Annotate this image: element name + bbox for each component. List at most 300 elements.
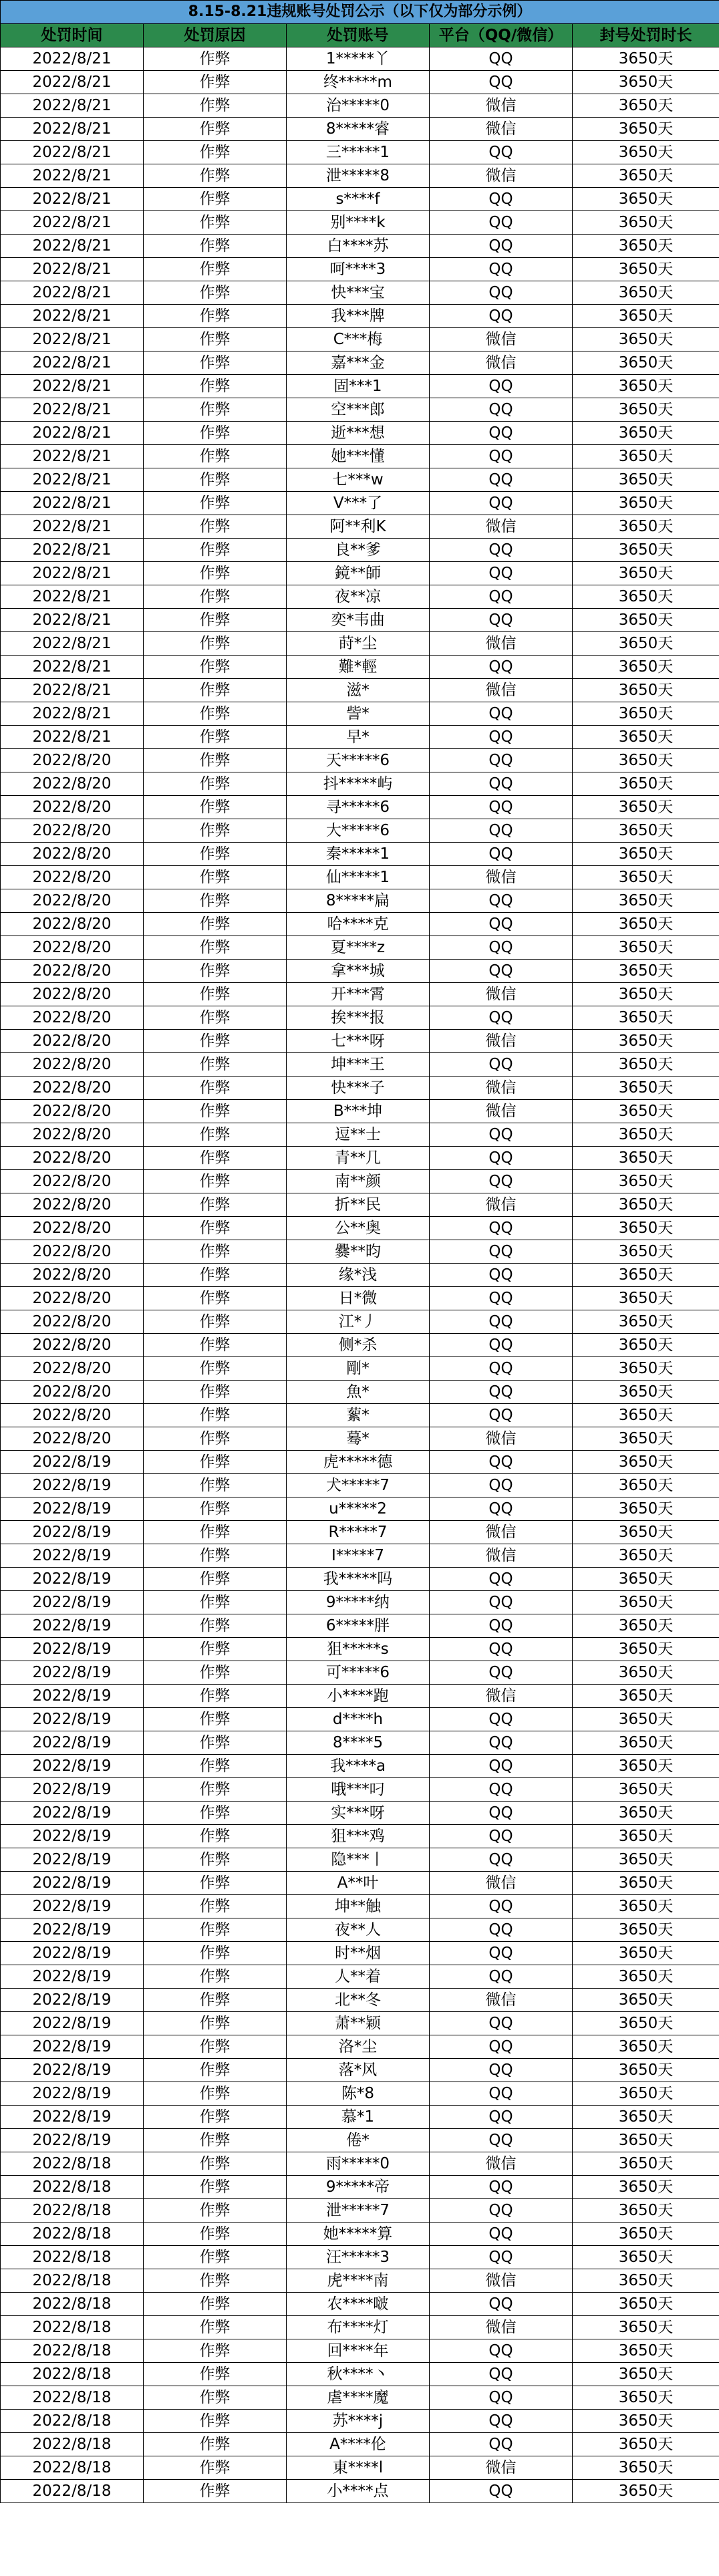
cell-time: 2022/8/20	[1, 866, 144, 889]
cell-reason: 作弊	[144, 2363, 287, 2386]
cell-time: 2022/8/18	[1, 2410, 144, 2433]
cell-account: 日*微	[287, 1287, 430, 1310]
cell-reason: 作弊	[144, 1661, 287, 1685]
cell-reason: 作弊	[144, 445, 287, 468]
cell-time: 2022/8/19	[1, 1521, 144, 1544]
cell-account: 狙***鸡	[287, 1825, 430, 1848]
cell-account: 奕*韦曲	[287, 609, 430, 632]
cell-time: 2022/8/20	[1, 983, 144, 1006]
cell-platform: QQ	[430, 1170, 573, 1193]
cell-duration: 3650天	[573, 1193, 719, 1217]
cell-platform: QQ	[430, 1474, 573, 1497]
table-row	[1, 1661, 719, 1685]
cell-account: 坤***王	[287, 1053, 430, 1077]
title-row	[1, 1, 719, 24]
cell-duration: 3650天	[573, 539, 719, 562]
table-row	[1, 492, 719, 515]
cell-duration: 3650天	[573, 258, 719, 281]
cell-duration: 3650天	[573, 164, 719, 188]
cell-platform: QQ	[430, 281, 573, 305]
cell-reason: 作弊	[144, 492, 287, 515]
table-row	[1, 936, 719, 960]
table-row	[1, 2082, 719, 2106]
cell-time: 2022/8/21	[1, 726, 144, 749]
cell-account: 9*****帝	[287, 2176, 430, 2199]
cell-reason: 作弊	[144, 1147, 287, 1170]
cell-platform: 微信	[430, 1100, 573, 1123]
cell-time: 2022/8/19	[1, 1638, 144, 1661]
cell-reason: 作弊	[144, 1310, 287, 1334]
cell-reason: 作弊	[144, 1731, 287, 1755]
cell-account: 8****5	[287, 1731, 430, 1755]
cell-reason: 作弊	[144, 983, 287, 1006]
cell-duration: 3650天	[573, 235, 719, 258]
cell-time: 2022/8/19	[1, 1942, 144, 1965]
cell-account: 夜**凉	[287, 585, 430, 609]
table-row	[1, 141, 719, 164]
cell-platform: QQ	[430, 1591, 573, 1614]
cell-duration: 3650天	[573, 1310, 719, 1334]
cell-duration: 3650天	[573, 2433, 719, 2456]
cell-time: 2022/8/18	[1, 2152, 144, 2176]
cell-account: 爨**昀	[287, 1240, 430, 1264]
cell-account: 侧*杀	[287, 1334, 430, 1357]
cell-reason: 作弊	[144, 351, 287, 375]
cell-platform: 微信	[430, 1193, 573, 1217]
cell-duration: 3650天	[573, 1614, 719, 1638]
cell-account: 陈*8	[287, 2082, 430, 2106]
cell-platform: 微信	[430, 1872, 573, 1895]
cell-account: 公**奥	[287, 1217, 430, 1240]
cell-duration: 3650天	[573, 1568, 719, 1591]
table-row	[1, 1568, 719, 1591]
header-platform: 平台（QQ/微信）	[430, 24, 573, 47]
cell-account: 时**烟	[287, 1942, 430, 1965]
cell-platform: QQ	[430, 2082, 573, 2106]
cell-reason: 作弊	[144, 1942, 287, 1965]
cell-platform: QQ	[430, 539, 573, 562]
table-row	[1, 445, 719, 468]
table-row	[1, 515, 719, 539]
cell-account: 秦*****1	[287, 843, 430, 866]
cell-account: 剛*	[287, 1357, 430, 1381]
cell-reason: 作弊	[144, 960, 287, 983]
table-row	[1, 702, 719, 726]
cell-duration: 3650天	[573, 1006, 719, 1030]
cell-time: 2022/8/18	[1, 2456, 144, 2480]
cell-platform: QQ	[430, 819, 573, 843]
table-row	[1, 2386, 719, 2410]
cell-duration: 3650天	[573, 1802, 719, 1825]
table-row	[1, 1264, 719, 1287]
cell-duration: 3650天	[573, 515, 719, 539]
cell-duration: 3650天	[573, 1240, 719, 1264]
cell-time: 2022/8/21	[1, 375, 144, 398]
table-row	[1, 235, 719, 258]
cell-time: 2022/8/19	[1, 1568, 144, 1591]
cell-time: 2022/8/19	[1, 1778, 144, 1802]
cell-reason: 作弊	[144, 1614, 287, 1638]
table-row	[1, 1755, 719, 1778]
table-row	[1, 281, 719, 305]
cell-platform: 微信	[430, 1521, 573, 1544]
cell-platform: QQ	[430, 1310, 573, 1334]
cell-duration: 3650天	[573, 2082, 719, 2106]
cell-account: 折**民	[287, 1193, 430, 1217]
cell-account: 南**颜	[287, 1170, 430, 1193]
cell-duration: 3650天	[573, 1217, 719, 1240]
table-row	[1, 2433, 719, 2456]
cell-reason: 作弊	[144, 1193, 287, 1217]
cell-platform: QQ	[430, 913, 573, 936]
cell-time: 2022/8/19	[1, 1755, 144, 1778]
cell-time: 2022/8/20	[1, 1006, 144, 1030]
cell-time: 2022/8/21	[1, 281, 144, 305]
cell-time: 2022/8/20	[1, 960, 144, 983]
cell-duration: 3650天	[573, 141, 719, 164]
cell-account: 她***懂	[287, 445, 430, 468]
cell-reason: 作弊	[144, 749, 287, 772]
table-row	[1, 562, 719, 585]
cell-platform: QQ	[430, 1755, 573, 1778]
cell-platform: QQ	[430, 375, 573, 398]
cell-account: I*****7	[287, 1544, 430, 1568]
cell-platform: QQ	[430, 211, 573, 235]
cell-platform: QQ	[430, 2106, 573, 2129]
cell-time: 2022/8/21	[1, 141, 144, 164]
cell-time: 2022/8/21	[1, 164, 144, 188]
cell-time: 2022/8/21	[1, 328, 144, 351]
cell-reason: 作弊	[144, 468, 287, 492]
cell-platform: 微信	[430, 164, 573, 188]
table-row	[1, 2480, 719, 2503]
table-row	[1, 960, 719, 983]
cell-account: 秋****丶	[287, 2363, 430, 2386]
cell-account: 良**爹	[287, 539, 430, 562]
cell-reason: 作弊	[144, 1381, 287, 1404]
cell-account: 鏡**師	[287, 562, 430, 585]
cell-time: 2022/8/20	[1, 1240, 144, 1264]
cell-account: 逝***想	[287, 422, 430, 445]
cell-reason: 作弊	[144, 1989, 287, 2012]
table-row	[1, 1427, 719, 1451]
cell-duration: 3650天	[573, 118, 719, 141]
cell-account: 6*****胖	[287, 1614, 430, 1638]
cell-time: 2022/8/20	[1, 1427, 144, 1451]
cell-account: 小****点	[287, 2480, 430, 2503]
cell-platform: QQ	[430, 305, 573, 328]
cell-reason: 作弊	[144, 2152, 287, 2176]
cell-platform: QQ	[430, 1240, 573, 1264]
table-row	[1, 351, 719, 375]
cell-time: 2022/8/20	[1, 1030, 144, 1053]
cell-reason: 作弊	[144, 1825, 287, 1848]
cell-account: 虎*****德	[287, 1451, 430, 1474]
cell-account: 泄*****7	[287, 2199, 430, 2223]
cell-platform: 微信	[430, 1030, 573, 1053]
cell-reason: 作弊	[144, 1895, 287, 1918]
cell-duration: 3650天	[573, 1100, 719, 1123]
cell-duration: 3650天	[573, 772, 719, 796]
cell-platform: 微信	[430, 118, 573, 141]
cell-account: 虎****南	[287, 2269, 430, 2293]
cell-reason: 作弊	[144, 71, 287, 94]
cell-account: C***梅	[287, 328, 430, 351]
cell-reason: 作弊	[144, 1217, 287, 1240]
cell-platform: QQ	[430, 2246, 573, 2269]
cell-account: B***坤	[287, 1100, 430, 1123]
cell-duration: 3650天	[573, 585, 719, 609]
table-row	[1, 1357, 719, 1381]
cell-reason: 作弊	[144, 772, 287, 796]
cell-duration: 3650天	[573, 1170, 719, 1193]
cell-duration: 3650天	[573, 2363, 719, 2386]
table-row	[1, 2106, 719, 2129]
cell-account: 難*輕	[287, 656, 430, 679]
cell-time: 2022/8/19	[1, 1614, 144, 1638]
cell-platform: QQ	[430, 1568, 573, 1591]
cell-reason: 作弊	[144, 1497, 287, 1521]
cell-account: 逗**士	[287, 1123, 430, 1147]
cell-reason: 作弊	[144, 866, 287, 889]
cell-duration: 3650天	[573, 936, 719, 960]
cell-duration: 3650天	[573, 843, 719, 866]
cell-account: 落*风	[287, 2059, 430, 2082]
table-row	[1, 866, 719, 889]
cell-account: 抖*****屿	[287, 772, 430, 796]
cell-account: 布****灯	[287, 2316, 430, 2339]
cell-account: 大*****6	[287, 819, 430, 843]
cell-duration: 3650天	[573, 1918, 719, 1942]
cell-account: 虐****魔	[287, 2386, 430, 2410]
cell-account: 汪*****3	[287, 2246, 430, 2269]
cell-reason: 作弊	[144, 1778, 287, 1802]
table-row	[1, 1240, 719, 1264]
cell-time: 2022/8/21	[1, 94, 144, 118]
cell-platform: QQ	[430, 772, 573, 796]
cell-reason: 作弊	[144, 2059, 287, 2082]
cell-time: 2022/8/20	[1, 843, 144, 866]
cell-time: 2022/8/18	[1, 2386, 144, 2410]
header-duration: 封号处罚时长	[573, 24, 719, 47]
cell-reason: 作弊	[144, 164, 287, 188]
table-row	[1, 375, 719, 398]
cell-account: 治*****0	[287, 94, 430, 118]
cell-platform: QQ	[430, 398, 573, 422]
cell-platform: 微信	[430, 328, 573, 351]
cell-reason: 作弊	[144, 609, 287, 632]
cell-time: 2022/8/21	[1, 211, 144, 235]
cell-platform: 微信	[430, 2316, 573, 2339]
cell-platform: QQ	[430, 749, 573, 772]
cell-account: 哦***叼	[287, 1778, 430, 1802]
table-row	[1, 328, 719, 351]
cell-duration: 3650天	[573, 913, 719, 936]
cell-account: u*****2	[287, 1497, 430, 1521]
cell-time: 2022/8/18	[1, 2363, 144, 2386]
cell-time: 2022/8/21	[1, 445, 144, 468]
cell-reason: 作弊	[144, 235, 287, 258]
cell-platform: QQ	[430, 2012, 573, 2035]
cell-reason: 作弊	[144, 1872, 287, 1895]
table-row	[1, 1895, 719, 1918]
cell-reason: 作弊	[144, 1965, 287, 1989]
cell-account: 我***牌	[287, 305, 430, 328]
header-time: 处罚时间	[1, 24, 144, 47]
cell-account: 夏****z	[287, 936, 430, 960]
cell-duration: 3650天	[573, 2316, 719, 2339]
cell-account: 七***w	[287, 468, 430, 492]
cell-time: 2022/8/19	[1, 1708, 144, 1731]
cell-time: 2022/8/18	[1, 2269, 144, 2293]
cell-reason: 作弊	[144, 1006, 287, 1030]
cell-duration: 3650天	[573, 702, 719, 726]
cell-duration: 3650天	[573, 328, 719, 351]
cell-time: 2022/8/21	[1, 656, 144, 679]
cell-reason: 作弊	[144, 1170, 287, 1193]
cell-reason: 作弊	[144, 796, 287, 819]
cell-time: 2022/8/20	[1, 1264, 144, 1287]
cell-platform: 微信	[430, 866, 573, 889]
table-row	[1, 2035, 719, 2059]
table-row	[1, 2199, 719, 2223]
cell-duration: 3650天	[573, 1287, 719, 1310]
table-row	[1, 2293, 719, 2316]
cell-platform: QQ	[430, 843, 573, 866]
cell-account: 苏****j	[287, 2410, 430, 2433]
cell-duration: 3650天	[573, 2456, 719, 2480]
cell-duration: 3650天	[573, 1848, 719, 1872]
table-row	[1, 2363, 719, 2386]
cell-platform: QQ	[430, 1217, 573, 1240]
table-row	[1, 1638, 719, 1661]
cell-reason: 作弊	[144, 2223, 287, 2246]
cell-duration: 3650天	[573, 2480, 719, 2503]
cell-account: 洛*尘	[287, 2035, 430, 2059]
table-row	[1, 1053, 719, 1077]
cell-time: 2022/8/18	[1, 2176, 144, 2199]
cell-reason: 作弊	[144, 2106, 287, 2129]
cell-time: 2022/8/21	[1, 492, 144, 515]
cell-reason: 作弊	[144, 1848, 287, 1872]
cell-time: 2022/8/21	[1, 468, 144, 492]
cell-reason: 作弊	[144, 141, 287, 164]
cell-time: 2022/8/21	[1, 585, 144, 609]
cell-platform: QQ	[430, 445, 573, 468]
cell-time: 2022/8/20	[1, 1147, 144, 1170]
cell-duration: 3650天	[573, 1825, 719, 1848]
cell-reason: 作弊	[144, 1918, 287, 1942]
cell-duration: 3650天	[573, 2035, 719, 2059]
cell-account: 8*****睿	[287, 118, 430, 141]
cell-duration: 3650天	[573, 1661, 719, 1685]
table-row	[1, 983, 719, 1006]
cell-time: 2022/8/21	[1, 609, 144, 632]
table-row	[1, 1521, 719, 1544]
cell-time: 2022/8/21	[1, 515, 144, 539]
cell-reason: 作弊	[144, 2012, 287, 2035]
table-row	[1, 1006, 719, 1030]
cell-time: 2022/8/20	[1, 1381, 144, 1404]
cell-platform: QQ	[430, 235, 573, 258]
cell-time: 2022/8/19	[1, 1872, 144, 1895]
cell-duration: 3650天	[573, 1474, 719, 1497]
cell-account: 隐***丨	[287, 1848, 430, 1872]
cell-time: 2022/8/21	[1, 422, 144, 445]
table-row	[1, 1404, 719, 1427]
table-row	[1, 2129, 719, 2152]
cell-reason: 作弊	[144, 1123, 287, 1147]
cell-duration: 3650天	[573, 2129, 719, 2152]
cell-account: 蓦*	[287, 1427, 430, 1451]
cell-time: 2022/8/20	[1, 1053, 144, 1077]
table-row	[1, 1872, 719, 1895]
cell-account: s****f	[287, 188, 430, 211]
cell-platform: QQ	[430, 1661, 573, 1685]
cell-reason: 作弊	[144, 2480, 287, 2503]
header-account: 处罚账号	[287, 24, 430, 47]
cell-account: d****h	[287, 1708, 430, 1731]
cell-time: 2022/8/21	[1, 188, 144, 211]
cell-duration: 3650天	[573, 889, 719, 913]
cell-duration: 3650天	[573, 281, 719, 305]
cell-time: 2022/8/21	[1, 562, 144, 585]
cell-account: 快***子	[287, 1077, 430, 1100]
table-row	[1, 118, 719, 141]
cell-platform: QQ	[430, 2410, 573, 2433]
cell-reason: 作弊	[144, 2433, 287, 2456]
table-row	[1, 1591, 719, 1614]
table-row	[1, 843, 719, 866]
cell-account: 莳*尘	[287, 632, 430, 656]
cell-platform: QQ	[430, 1708, 573, 1731]
cell-duration: 3650天	[573, 375, 719, 398]
cell-duration: 3650天	[573, 1942, 719, 1965]
cell-account: 挨***报	[287, 1006, 430, 1030]
cell-platform: QQ	[430, 2035, 573, 2059]
cell-account: 青**几	[287, 1147, 430, 1170]
cell-time: 2022/8/18	[1, 2223, 144, 2246]
cell-duration: 3650天	[573, 796, 719, 819]
cell-duration: 3650天	[573, 1381, 719, 1404]
cell-time: 2022/8/20	[1, 1310, 144, 1334]
cell-time: 2022/8/19	[1, 1918, 144, 1942]
cell-account: A****伦	[287, 2433, 430, 2456]
cell-platform: QQ	[430, 1895, 573, 1918]
cell-reason: 作弊	[144, 1077, 287, 1100]
table-row	[1, 305, 719, 328]
cell-account: 雨*****0	[287, 2152, 430, 2176]
cell-time: 2022/8/19	[1, 1965, 144, 1989]
cell-duration: 3650天	[573, 1451, 719, 1474]
cell-reason: 作弊	[144, 1334, 287, 1357]
cell-platform: 微信	[430, 94, 573, 118]
cell-platform: QQ	[430, 1638, 573, 1661]
cell-platform: 微信	[430, 351, 573, 375]
cell-reason: 作弊	[144, 2293, 287, 2316]
cell-duration: 3650天	[573, 679, 719, 702]
table-row	[1, 1965, 719, 1989]
cell-time: 2022/8/21	[1, 235, 144, 258]
cell-time: 2022/8/19	[1, 2106, 144, 2129]
cell-time: 2022/8/19	[1, 2035, 144, 2059]
cell-reason: 作弊	[144, 562, 287, 585]
cell-account: 仙*****1	[287, 866, 430, 889]
cell-time: 2022/8/21	[1, 118, 144, 141]
cell-duration: 3650天	[573, 2176, 719, 2199]
cell-account: 早*	[287, 726, 430, 749]
cell-platform: QQ	[430, 71, 573, 94]
